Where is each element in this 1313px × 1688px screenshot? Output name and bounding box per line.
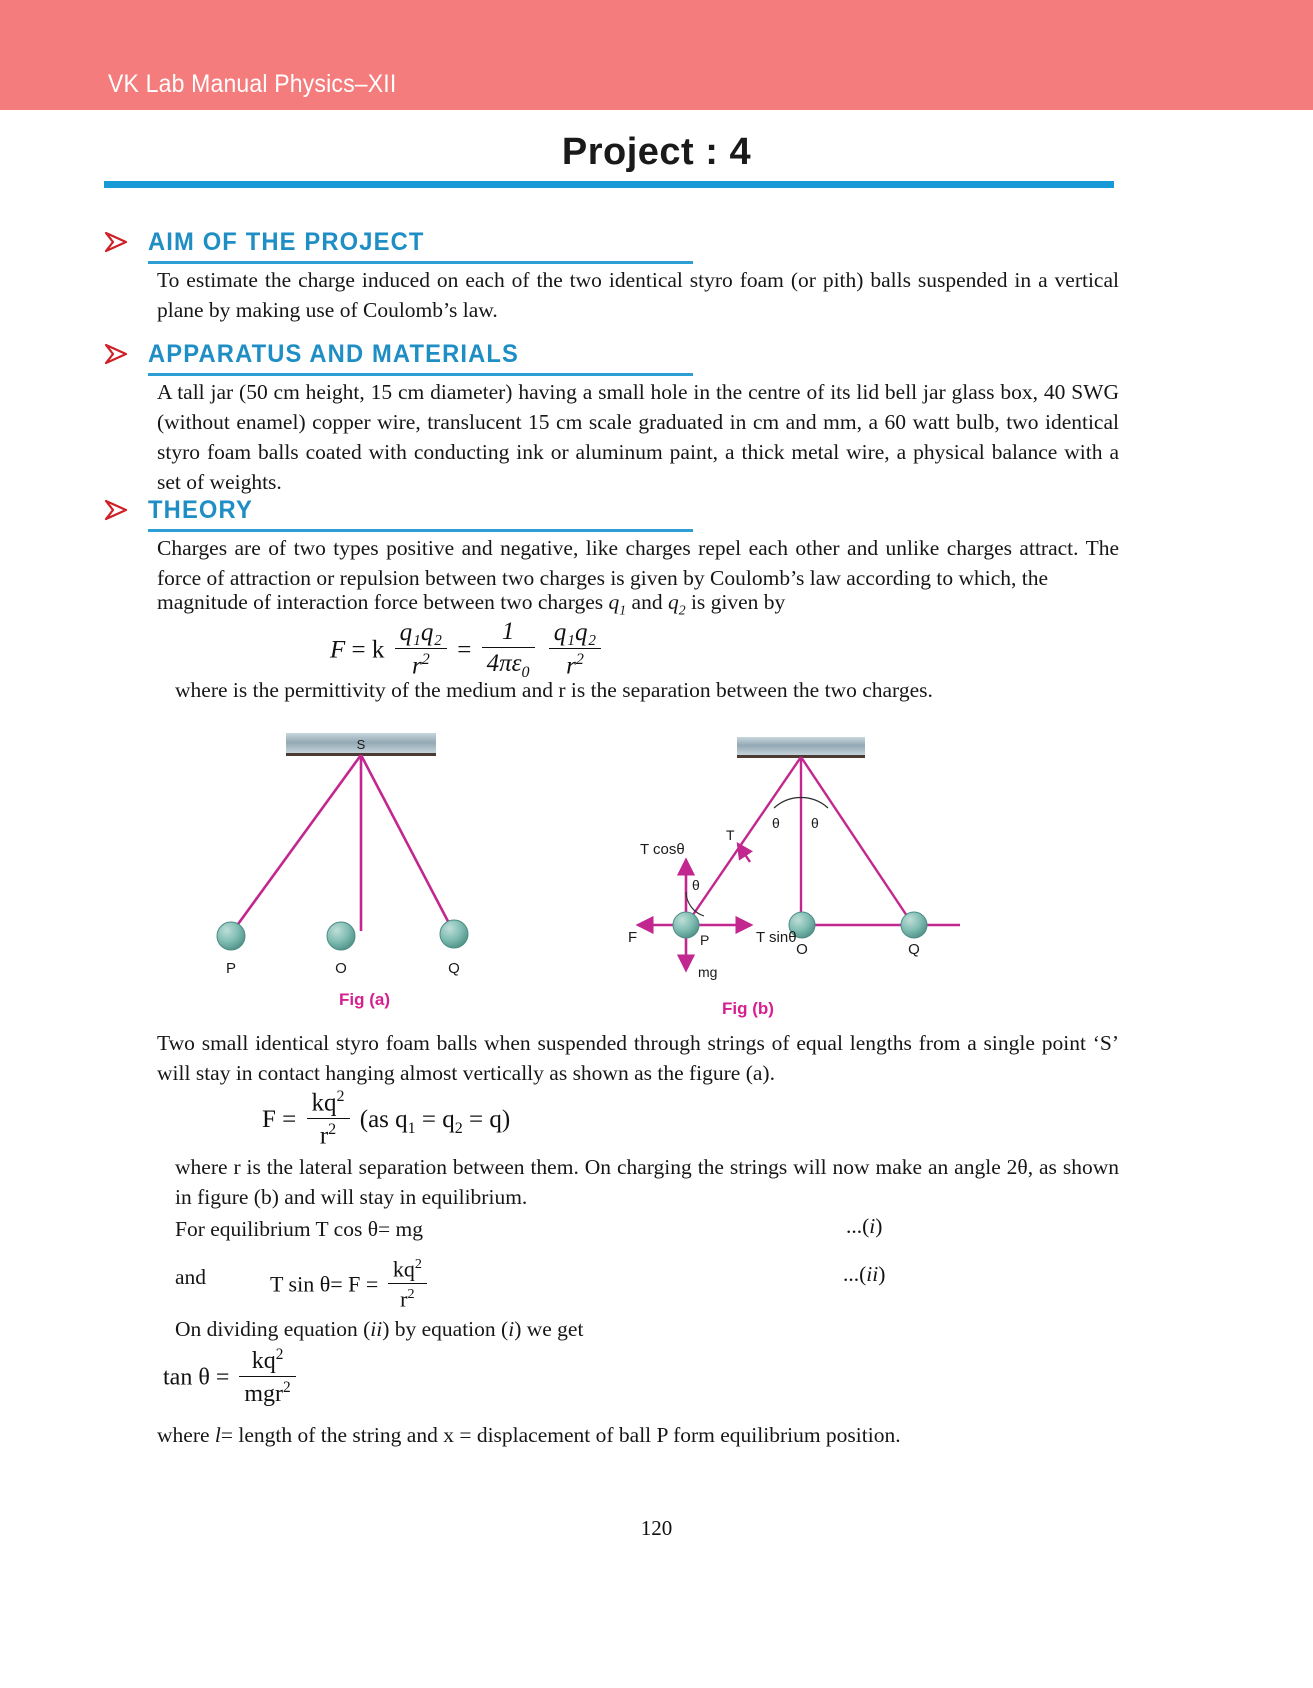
theory-body-text-2 (157, 587, 1119, 625)
post-figure-paragraph: Two small identical styro foam balls when suspended through strings of equal lengths from a single point ‘S’ will stay in contact hanging almost vertically as shown as the figure (a). (157, 1031, 1119, 1085)
ball-label-q: Q (448, 960, 460, 977)
support-label-s: S (356, 737, 366, 752)
numerator: q₁q₂ (395, 619, 447, 649)
final-note-b: = length of the string and x = displacement of ball P form equilibrium position. (220, 1423, 901, 1447)
theory-line-a: Charges are of two types positive and negative, like charges repel each other and unlike charges attract. The force of attraction or repulsion between two charges is given by Coulomb’s law according to which, the (157, 536, 1119, 590)
ball-label-q: Q (908, 941, 920, 958)
equation-i-text: For equilibrium T cos θ= mg (175, 1217, 423, 1241)
fraction-kq2-over-r2 (388, 1256, 427, 1313)
theory-mid: and (631, 590, 663, 614)
apex-angle-label-left: θ (772, 815, 780, 831)
section-underline (148, 373, 693, 376)
final-note (157, 1420, 1119, 1450)
section-heading-theory: THEORY (148, 496, 253, 524)
bullet-arrow-icon (104, 343, 130, 365)
section-underline (148, 529, 693, 532)
numerator: 1 (482, 618, 535, 648)
formula-lhs: F = (262, 1106, 297, 1134)
fraction-kq2-over-r2 (307, 1088, 350, 1151)
section-heading-apparatus: APPARATUS AND MATERIALS (148, 340, 520, 368)
tension-arrow (738, 844, 750, 862)
aim-body-text: To estimate the charge induced on each of the two identical styro foam (or pith) balls suspended in a vertical plane by making use of Coulomb’s law. (157, 268, 1119, 322)
tan-lhs: tan θ = (163, 1364, 230, 1391)
symbol-l: l (214, 1423, 221, 1447)
ball-p (673, 912, 699, 938)
page-number: 120 (640, 1516, 673, 1540)
string-to-p (686, 757, 801, 925)
ball-label-o: O (335, 960, 347, 977)
figure-b-caption: Fig (b) (722, 999, 774, 1018)
numerator: $kq^2$ (307, 1088, 350, 1119)
denominator: $4\pi\varepsilon_0$ (486, 650, 530, 681)
formula-F-kq2 (262, 1090, 510, 1153)
denominator: mgr$^2$ (244, 1379, 291, 1407)
formula-eq1: = k (351, 636, 385, 664)
figure-a-diagram (190, 722, 610, 992)
figure-b-diagram (620, 732, 1040, 1002)
page-title: Project : 4 (561, 131, 752, 173)
string-to-q (801, 757, 913, 925)
force-label-f: F (628, 929, 638, 946)
denominator: $r^2$ (400, 1286, 415, 1312)
formula-eq2: = (457, 636, 472, 664)
fraction-kq2-over-mgr2 (239, 1346, 295, 1408)
theory-body-text (157, 533, 1119, 593)
equation-i-ref: ...(i) (846, 1214, 883, 1238)
tcos-theta-label: T cosθ (640, 841, 685, 858)
numerator: q₁q₂ (549, 619, 601, 649)
tension-label: T (726, 827, 735, 843)
denominator: $r^2$ (319, 1121, 337, 1150)
support-bar (737, 737, 865, 756)
theory-lead: magnitude of interaction force between two charges (157, 590, 604, 614)
ball-label-o: O (796, 941, 808, 958)
section-heading-aim: AIM OF THE PROJECT (148, 228, 425, 256)
formula-note: (as $q_1 = q_2 = q$) (359, 1106, 511, 1138)
formula-lhs: F (330, 636, 346, 664)
string-to-q (361, 755, 452, 929)
apparatus-body-text: A tall jar (50 cm height, 15 cm diameter) having a small hole in the centre of its lid bell jar glass box, 40 SWG (without enamel) copper wire, translucent 15 cm scale graduated in cm and mm, a 60 watt bulb, two identical styro foam balls coated with conducting ink or aluminum paint, a thick metal wire, a physical balance with a set of weights. (157, 380, 1119, 494)
denominator: $r^2$ (566, 651, 584, 680)
equation-ii-formula (270, 1258, 431, 1315)
ball-q (440, 920, 468, 948)
eq-ii-lhs: T sin θ= F = (270, 1271, 379, 1297)
bullet-arrow-icon (104, 499, 130, 521)
equation-ii-ref: ...(ii) (843, 1262, 886, 1286)
dividing-note: On dividing equation (ii) by equation (i) we get (175, 1317, 584, 1341)
figure-a-caption: Fig (a) (339, 990, 390, 1009)
figures-row (150, 722, 1160, 1022)
numerator: $kq^2$ (388, 1256, 427, 1284)
bullet-arrow-icon (104, 231, 130, 253)
fraction-one-over-4pie0 (482, 618, 535, 682)
string-to-p (233, 755, 361, 931)
numerator: $kq^2$ (239, 1346, 295, 1377)
theory-tail: is given by (690, 590, 786, 614)
fraction-q1q2-over-r2-second (549, 619, 601, 680)
section-underline (148, 261, 693, 264)
p-angle-label: θ (692, 877, 700, 893)
title-rule (104, 181, 1114, 188)
lateral-separation-paragraph: where r is the lateral separation between them. On charging the strings will now make an angle 2θ, as shown in figure (b) and will stay in equilibrium. (175, 1155, 1119, 1209)
denominator: $r^2$ (411, 651, 430, 680)
equation-ii-and: and (175, 1265, 207, 1289)
formula-tan-theta (163, 1348, 300, 1410)
apex-angle-label-right: θ (811, 815, 819, 831)
charge-q2: $q_2$ (667, 590, 686, 618)
tsin-theta-label: T sinθ (756, 929, 797, 946)
charge-q1: $q_1$ (608, 590, 627, 618)
final-note-a: where (157, 1423, 215, 1447)
ball-label-p: P (700, 932, 710, 948)
running-title: VK Lab Manual Physics–XII (108, 70, 397, 98)
ball-q (901, 912, 927, 938)
permittivity-note: where is the permittivity of the medium and r is the separation between the two charges. (175, 678, 933, 702)
weight-label: mg (698, 964, 718, 980)
ball-o (327, 922, 355, 950)
ball-p (217, 922, 245, 950)
fraction-q1q2-over-r2 (395, 619, 447, 680)
ball-label-p: P (225, 960, 237, 977)
